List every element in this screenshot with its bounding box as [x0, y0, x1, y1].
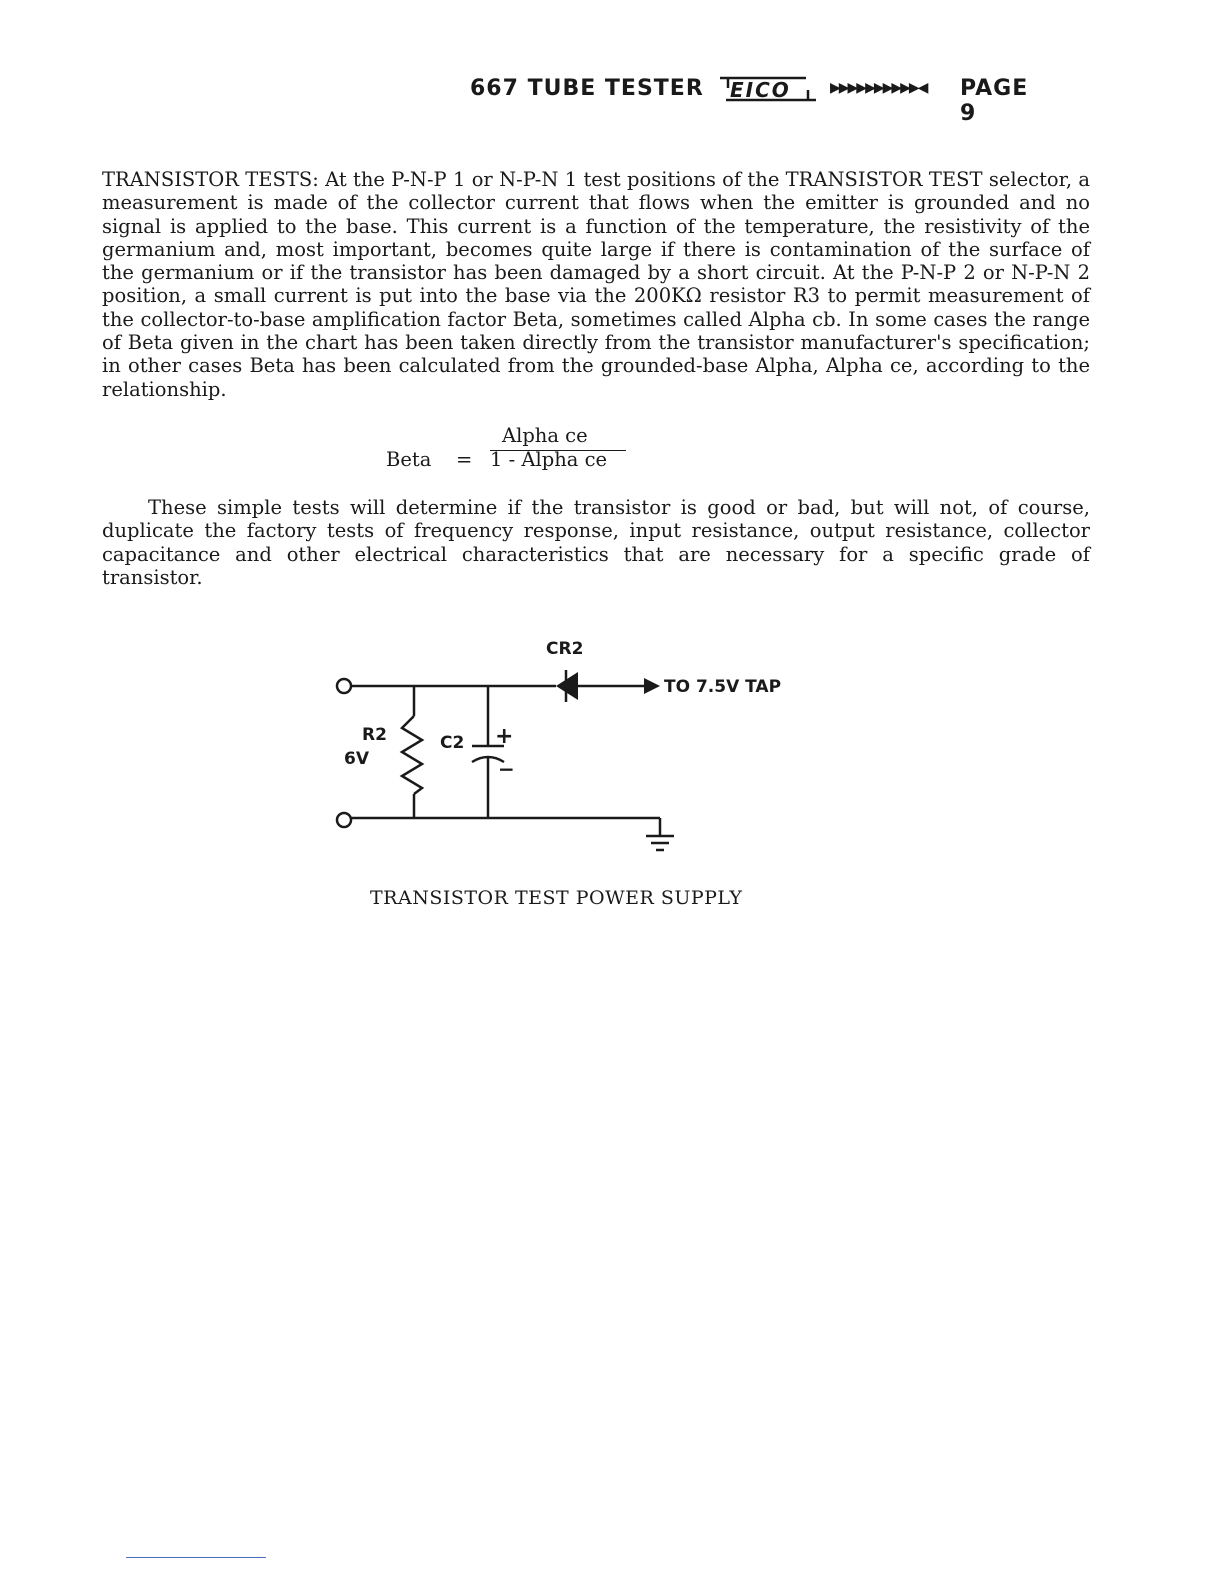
- beta-formula: [384, 424, 644, 474]
- footer-rule: [126, 1557, 266, 1558]
- label-r2: R2: [362, 725, 387, 745]
- tap-arrow-icon: [644, 678, 660, 694]
- figure-caption: TRANSISTOR TEST POWER SUPPLY: [370, 887, 743, 909]
- page-number: PAGE 9: [960, 76, 1029, 126]
- label-plus: +: [495, 724, 514, 749]
- resistor-r2: [402, 716, 422, 794]
- eico-logo: [718, 74, 818, 106]
- page-header: [470, 74, 1050, 126]
- paragraph-simple-tests: These simple tests will determine if the transistor is good or bad, but will not, of course, duplicate the factory tests of frequency response, input resistance, output resistance, collector capacitance and other electrical characteristics that are necessary for a specific grade of transistor.: [102, 496, 1090, 589]
- label-minus: −: [498, 757, 515, 781]
- formula-denominator: 1 - Alpha ce: [490, 448, 608, 471]
- label-6v: 6V: [344, 749, 369, 769]
- terminal-top: [337, 679, 351, 693]
- power-supply-schematic: [330, 630, 810, 870]
- label-cr2: CR2: [546, 639, 584, 659]
- formula-equals: =: [456, 448, 473, 471]
- manual-title: 667 TUBE TESTER: [470, 76, 704, 101]
- arrow-row: ▶▶▶▶▶▶▶▶▶▶◀: [830, 80, 927, 96]
- label-c2: C2: [440, 733, 465, 753]
- formula-numerator: Alpha ce: [502, 424, 588, 447]
- logo-text: EICO: [730, 78, 791, 102]
- formula-lhs: Beta: [386, 448, 432, 471]
- terminal-bottom: [337, 813, 351, 827]
- paragraph-transistor-tests: TRANSISTOR TESTS: At the P-N-P 1 or N-P-N 1 test positions of the TRANSISTOR TEST selector, a measurement is made of the collector current that flows when the emitter is grounded and no signal is applied to the base. This current is a function of the temperature, the resistivity of the germanium and, most important, becomes quite large if there is contamination of the surface of the germanium or if the transistor has been damaged by a short circuit. At the P-N-P 2 or N-P-N 2 position, a small current is put into the base via the 200KΩ resistor R3 to permit measurement of the collector-to-base amplification factor Beta, sometimes called Alpha cb. In some cases the range of Beta given in the chart has been taken directly from the transistor manufacturer's specification; in other cases Beta has been calculated from the grounded-base Alpha, Alpha ce, according to the relationship.: [102, 168, 1090, 401]
- label-tap: TO 7.5V TAP: [664, 677, 782, 697]
